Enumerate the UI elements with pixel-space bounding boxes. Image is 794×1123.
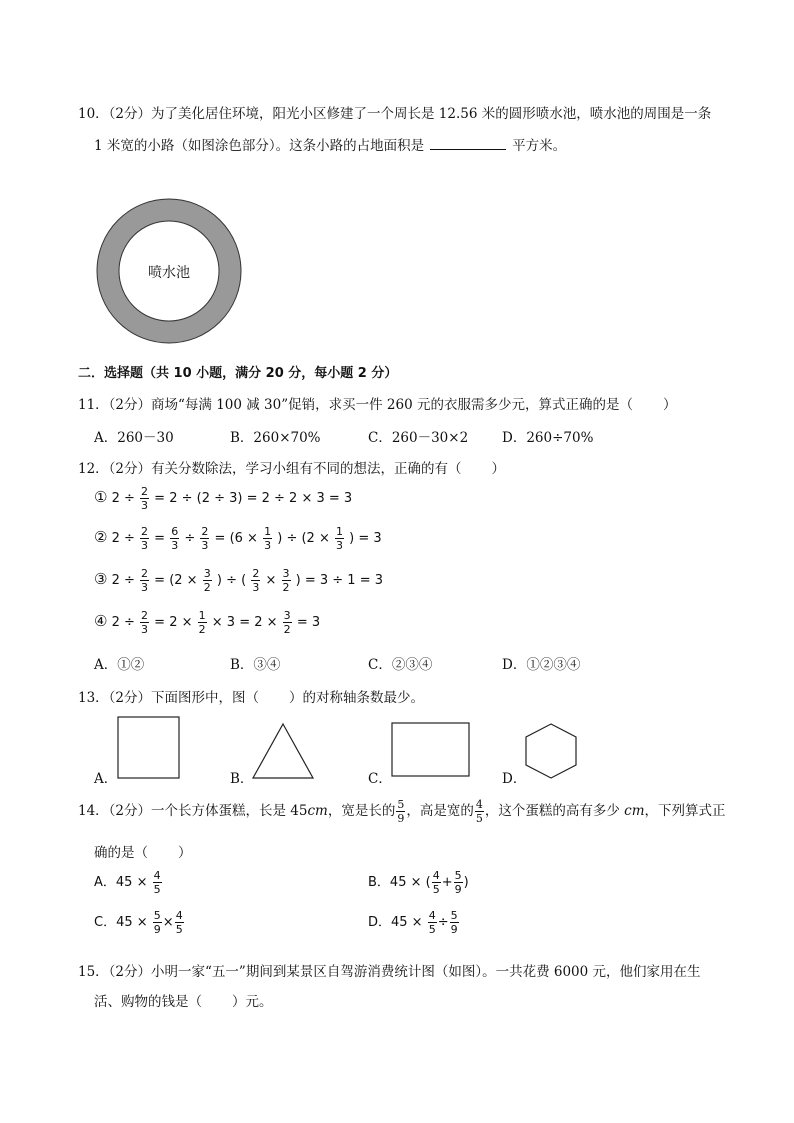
square-shape — [117, 716, 181, 780]
q13-label-c[interactable]: C． — [368, 771, 392, 787]
operator: ) — [463, 875, 469, 890]
q12-stem — [78, 457, 505, 477]
eq-text: = — [154, 531, 166, 546]
eq-text: = 3 — [296, 615, 321, 630]
eq-text: = 2 × — [154, 615, 193, 630]
q14-unit: cm — [307, 803, 328, 819]
fraction: $\frac{2}{3}$ — [201, 525, 209, 552]
q12-option-b[interactable]: B．③④ — [230, 657, 281, 673]
q14-text: ，这个蛋糕的高有多少 — [484, 803, 620, 819]
option-label: D．45 × — [368, 915, 423, 930]
eq-text: ) ÷ (2 × — [277, 531, 330, 546]
q11-option-c[interactable]: C．260－30×2 — [368, 430, 469, 446]
q12-equation-2 — [94, 526, 382, 551]
mark-3: ③ — [94, 570, 108, 588]
answer-blank[interactable] — [430, 137, 506, 150]
fraction: $\frac{3}{2}$ — [282, 567, 290, 594]
eq-text: 2 ÷ — [111, 531, 135, 546]
fraction: $\frac{2}{3}$ — [141, 485, 149, 512]
q13-stem — [78, 686, 424, 706]
q14-option-c[interactable] — [94, 910, 185, 935]
mark-2: ② — [94, 528, 108, 546]
fraction: $\frac{3}{2}$ — [203, 567, 211, 594]
q12-option-c[interactable]: C．②③④ — [368, 657, 433, 673]
hexagon-shape — [524, 722, 578, 780]
eq-text: ) = 3 ÷ 1 = 3 — [295, 573, 383, 588]
q14-unit: cm — [624, 803, 645, 819]
fraction: $\frac{5}{9}$ — [454, 869, 462, 896]
fraction: $\frac{4}{5}$ — [428, 909, 436, 936]
q11-stem-close: ） — [663, 397, 677, 413]
q11-stem-text: 11．（2分）商场“每满 100 减 30”促销，求买一件 260 元的衣服需多少元，算式正确的是（ — [78, 397, 633, 413]
eq-text: ) = 3 — [349, 531, 382, 546]
q10-line2-text: 1 米宽的小路（如图涂色部分）。这条小路的占地面积是 — [94, 138, 425, 154]
eq-text: 2 ÷ — [111, 491, 135, 506]
q12-equation-4 — [94, 610, 320, 635]
eq-text: × — [265, 573, 277, 588]
eq-text: 2 ÷ — [111, 615, 135, 630]
operator: × — [162, 915, 174, 930]
fraction: $\frac{4}{5}$ — [475, 798, 483, 825]
eq-text: ) ÷ ( — [216, 573, 247, 588]
rectangle-shape — [391, 722, 471, 778]
q14-text: 确的是（ — [94, 845, 148, 861]
q14-text: 14．（2分）一个长方体蛋糕，长是 45 — [78, 803, 308, 819]
fraction: $\frac{1}{3}$ — [264, 525, 272, 552]
q13-label-d[interactable]: D． — [502, 771, 527, 787]
triangle-shape — [251, 722, 315, 780]
q10-line2 — [94, 134, 566, 154]
operator: + — [441, 875, 453, 890]
q10-unit: 平方米。 — [512, 138, 567, 154]
q13-label-a[interactable]: A． — [94, 771, 118, 787]
q12-stem-text: 12．（2分）有关分数除法，学习小组有不同的想法，正确的有（ — [78, 461, 462, 477]
fraction: $\frac{2}{3}$ — [141, 609, 149, 636]
q11-stem — [78, 393, 677, 413]
q15-line1: 15．（2分）小明一家“五一”期间到某景区自驾游消费统计图（如图）。一共花费 6000 元，他们家用在生 — [78, 964, 701, 980]
eq-text: × 3 = 2 × — [211, 615, 278, 630]
fraction: $\frac{2}{3}$ — [252, 567, 260, 594]
fraction: $\frac{2}{3}$ — [141, 525, 149, 552]
fraction: $\frac{1}{2}$ — [198, 609, 206, 636]
q13-stem-text: 13．（2分）下面图形中，图（ — [78, 690, 260, 706]
fraction: $\frac{5}{9}$ — [450, 909, 458, 936]
q13-label-b[interactable]: B． — [230, 771, 254, 787]
q15-line2 — [94, 990, 273, 1010]
q12-equation-1 — [94, 486, 352, 511]
eq-text: = (6 × — [214, 531, 258, 546]
fraction: $\frac{5}{9}$ — [397, 798, 405, 825]
fountain-label: 喷水池 — [148, 265, 190, 281]
q14-text: ，下列算式正 — [644, 803, 726, 819]
mark-1: ① — [94, 488, 108, 506]
q14-option-a[interactable] — [94, 870, 163, 895]
fraction: $\frac{1}{3}$ — [335, 525, 343, 552]
fraction: $\frac{5}{9}$ — [153, 909, 161, 936]
mark-4: ④ — [94, 612, 108, 630]
eq-text: 2 ÷ — [111, 573, 135, 588]
q14-line1 — [78, 799, 726, 824]
q14-text: ） — [178, 845, 192, 861]
q15-text: ）元。 — [232, 994, 273, 1010]
eq-text: ÷ — [184, 531, 196, 546]
q13-stem-tail: ）的对称轴条数最少。 — [289, 690, 425, 706]
option-label: B．45 × ( — [368, 875, 431, 890]
option-label: C．45 × — [94, 915, 148, 930]
q14-text: ，高是宽的 — [406, 803, 474, 819]
q12-equation-3 — [94, 568, 383, 593]
fraction: $\frac{4}{5}$ — [432, 869, 440, 896]
fraction: $\frac{4}{5}$ — [175, 909, 183, 936]
fraction: $\frac{3}{2}$ — [283, 609, 291, 636]
q10-line1: 10．（2分）为了美化居住环境，阳光小区修建了一个周长是 12.56 米的圆形喷水池，喷水池的周围是一条 — [78, 106, 712, 122]
q11-option-d[interactable]: D．260÷70% — [502, 430, 594, 446]
q11-option-a[interactable]: A．260－30 — [94, 430, 174, 446]
section-title: 二．选择题（共 10 小题，满分 20 分，每小题 2 分） — [78, 366, 398, 381]
q14-line2 — [94, 841, 192, 861]
q12-stem-close: ） — [491, 461, 506, 477]
fraction: $\frac{6}{3}$ — [171, 525, 179, 552]
fraction: $\frac{2}{3}$ — [141, 567, 149, 594]
q14-option-b[interactable] — [368, 870, 469, 895]
operator: ÷ — [437, 915, 449, 930]
eq-text: = 2 ÷ (2 ÷ 3) = 2 ÷ 2 × 3 = 3 — [154, 491, 353, 506]
option-label: A．45 × — [94, 875, 148, 890]
q11-option-b[interactable]: B．260×70% — [230, 430, 321, 446]
fraction: $\frac{4}{5}$ — [153, 869, 161, 896]
q12-option-a[interactable]: A．①② — [94, 657, 145, 673]
q14-text: ，宽是长的 — [327, 803, 396, 819]
q15-text: 活、购物的钱是（ — [94, 994, 202, 1010]
eq-text: = (2 × — [154, 573, 198, 588]
q12-option-d[interactable]: D．①②③④ — [502, 657, 581, 673]
q14-option-d[interactable] — [368, 910, 460, 935]
